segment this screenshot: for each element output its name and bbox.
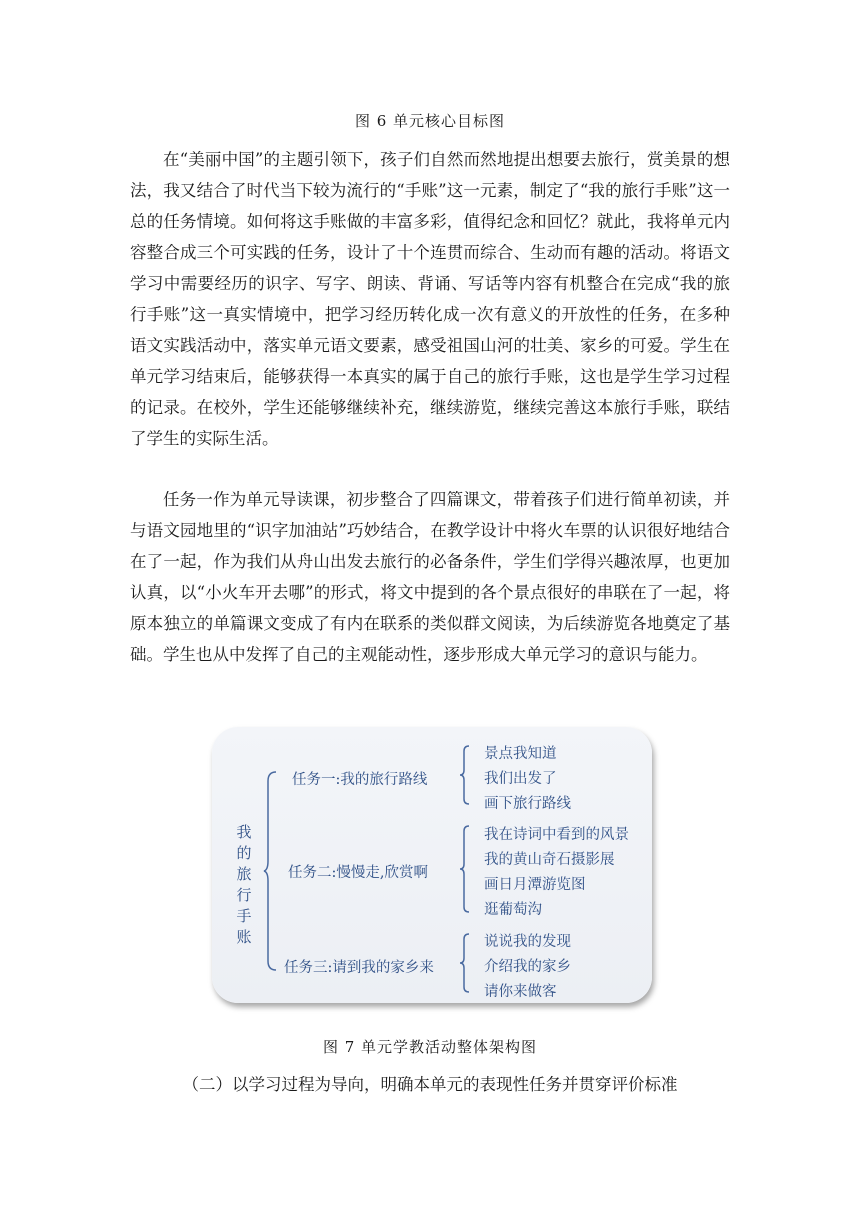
activity-architecture-diagram [212,727,652,1003]
task-1-activity: 我们出发了 [484,771,557,787]
task-2-brace [460,825,470,913]
task-2-activity: 我在诗词中看到的风景 [484,827,629,843]
task-1-activity: 景点我知道 [484,746,557,762]
task-2-activity: 画日月潭游览图 [484,877,586,893]
section-heading: （二）以学习过程为导向，明确本单元的表现性任务并贯穿评价标准 [182,1075,678,1094]
figure-7-caption: 图 7 单元学教活动整体架构图 [322,1038,538,1056]
task-3-activity: 介绍我的家乡 [484,959,571,975]
task-3-activity: 请你来做客 [484,984,557,1000]
task-1-activity: 画下旅行路线 [484,796,571,812]
task-3-label: 任务三:请到我的家乡来 [284,960,434,976]
task-1-label: 任务一:我的旅行路线 [292,772,428,788]
diagram-root-label: 我的旅行手账 [236,823,252,946]
main-brace [264,771,278,971]
task-3-activity: 说说我的发现 [484,934,571,950]
task-2-label: 任务二:慢慢走,欣赏啊 [288,865,428,881]
task-2-activity: 我的黄山奇石摄影展 [484,852,615,868]
task-2-activity: 逛葡萄沟 [484,902,542,918]
task-3-brace [460,933,470,993]
paragraph-2: 任务一作为单元导读课，初步整合了四篇课文，带着孩子们进行简单初读，并与语文园地里的“识字加油站”巧妙结合，在教学设计中将火车票的认识很好地结合在了一起，作为我们从舟山出发去旅行的必备条件，学生们学得兴趣浓厚，也更加认真，以“小火车开去哪”的形式，将文中提到的各个景点很好的串联在了一起，将原本独立的单篇课文变成了有内在联系的类似群文阅读，为后续游览各地奠定了基础。学生也从中发挥了自己的主观能动性，逐步形成大单元学习的意识与能力。 [130,490,730,664]
task-1-brace [460,745,470,805]
figure-6-caption: 图 6 单元核心目标图 [354,112,506,130]
paragraph-1: 在“美丽中国”的主题引领下，孩子们自然而然地提出想要去旅行，赏美景的想法，我又结合了时代当下较为流行的“手账”这一元素，制定了“我的旅行手账”这一总的任务情境。如何将这手账做的丰富多彩，值得纪念和回忆？就此，我将单元内容整合成三个可实践的任务，设计了十个连贯而综合、生动而有趣的活动。将语文学习中需要经历的识字、写字、朗读、背诵、写话等内容有机整合在完成“我的旅行手账”这一真实情境中，把学习经历转化成一次有意义的开放性的任务，在多种语文实践活动中，落实单元语文要素，感受祖国山河的壮美、家乡的可爱。学生在单元学习结束后，能够获得一本真实的属于自己的旅行手账，这也是学生学习过程的记录。在校外，学生还能够继续补充，继续游览，继续完善这本旅行手账，联结了学生的实际生活。 [130,150,730,448]
